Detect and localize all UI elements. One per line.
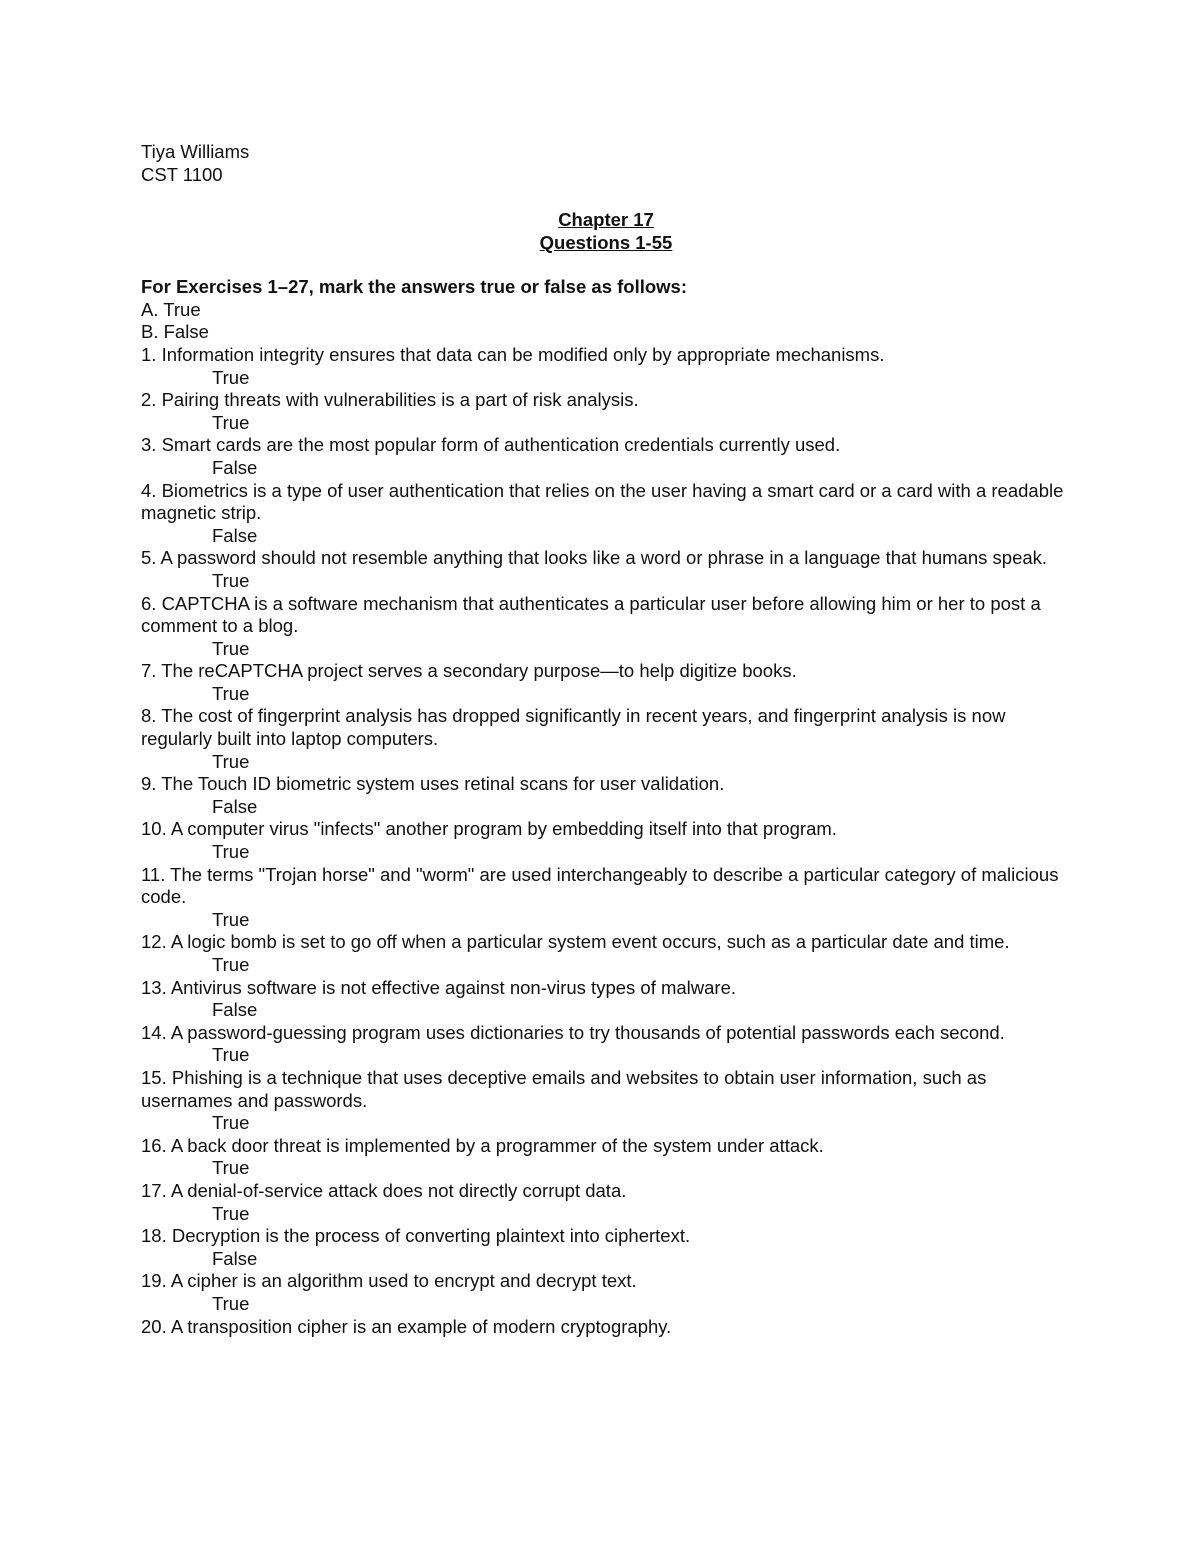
question-text: 14. A password-guessing program uses dictionaries to try thousands of potential passwords each second. bbox=[141, 1021, 1005, 1043]
question-text: 20. A transposition cipher is an example of modern cryptography. bbox=[141, 1315, 672, 1337]
answer-text: True bbox=[212, 637, 250, 659]
question-text: 8. The cost of fingerprint analysis has dropped significantly in recent years, and fingerprint analysis is now regularly built into laptop computers. bbox=[141, 705, 1006, 750]
question-item bbox=[141, 931, 1071, 976]
answer-text: True bbox=[212, 366, 250, 388]
spacer bbox=[141, 254, 1071, 276]
question-text: 2. Pairing threats with vulnerabilities is a part of risk analysis. bbox=[141, 389, 639, 411]
chapter-title: Chapter 17 bbox=[558, 209, 654, 231]
question-item bbox=[141, 705, 1071, 773]
course-code: CST 1100 bbox=[141, 163, 223, 185]
question-item bbox=[141, 660, 1071, 705]
question-text: 15. Phishing is a technique that uses deceptive emails and websites to obtain user information, such as usernames and passwords. bbox=[141, 1066, 987, 1111]
question-item bbox=[141, 593, 1071, 661]
questions-range-title: Questions 1-55 bbox=[539, 232, 673, 254]
answer-text: True bbox=[212, 1292, 250, 1314]
question-text: 1. Information integrity ensures that data can be modified only by appropriate mechanisms. bbox=[141, 343, 885, 365]
question-list bbox=[141, 344, 1071, 1338]
spacer bbox=[141, 186, 1071, 208]
question-item bbox=[141, 1022, 1071, 1067]
question-text: 11. The terms "Trojan horse" and "worm" are used interchangeably to describe a particular category of malicious code. bbox=[141, 863, 1059, 908]
answer-text: True bbox=[212, 1112, 250, 1134]
answer-text: False bbox=[212, 456, 258, 478]
question-item bbox=[141, 1225, 1071, 1270]
question-text: 19. A cipher is an algorithm used to encrypt and decrypt text. bbox=[141, 1270, 637, 1292]
answer-text: False bbox=[212, 795, 258, 817]
question-text: 18. Decryption is the process of converting plaintext into ciphertext. bbox=[141, 1225, 691, 1247]
answer-text: False bbox=[212, 524, 258, 546]
question-text: 16. A back door threat is implemented by a programmer of the system under attack. bbox=[141, 1134, 824, 1156]
answer-text: True bbox=[212, 1202, 250, 1224]
question-item bbox=[141, 344, 1071, 389]
question-item bbox=[141, 547, 1071, 592]
answer-text: True bbox=[212, 411, 250, 433]
answer-text: True bbox=[212, 1157, 250, 1179]
answer-text: True bbox=[212, 954, 250, 975]
option-b: B. False bbox=[141, 321, 209, 343]
answer-text: False bbox=[212, 999, 258, 1021]
answer-text: True bbox=[212, 569, 250, 591]
question-text: 17. A denial-of-service attack does not directly corrupt data. bbox=[141, 1179, 627, 1201]
question-item bbox=[141, 1180, 1071, 1225]
student-name: Tiya Williams bbox=[141, 141, 250, 162]
question-text: 9. The Touch ID biometric system uses retinal scans for user validation. bbox=[141, 773, 725, 795]
question-item bbox=[141, 773, 1071, 818]
question-text: 5. A password should not resemble anything that looks like a word or phrase in a language that humans speak. bbox=[141, 547, 1048, 569]
question-text: 12. A logic bomb is set to go off when a particular system event occurs, such as a particular date and time. bbox=[141, 931, 1010, 953]
question-item bbox=[141, 1270, 1071, 1315]
question-item bbox=[141, 977, 1071, 1022]
question-item bbox=[141, 1135, 1071, 1180]
question-item bbox=[141, 389, 1071, 434]
question-item bbox=[141, 480, 1071, 548]
document-content bbox=[141, 141, 1071, 1338]
question-text: 7. The reCAPTCHA project serves a secondary purpose—to help digitize books. bbox=[141, 660, 797, 682]
question-item bbox=[141, 864, 1071, 932]
option-a: A. True bbox=[141, 298, 201, 320]
instructions-text: For Exercises 1–27, mark the answers true or false as follows: bbox=[141, 276, 688, 298]
answer-text: True bbox=[212, 682, 250, 704]
question-text: 6. CAPTCHA is a software mechanism that authenticates a particular user before allowing him or her to post a comment to a blog. bbox=[141, 592, 1041, 637]
question-item bbox=[141, 1067, 1071, 1135]
question-item bbox=[141, 434, 1071, 479]
question-text: 3. Smart cards are the most popular form of authentication credentials currently used. bbox=[141, 434, 841, 456]
answer-text: True bbox=[212, 841, 250, 863]
question-item bbox=[141, 1316, 1071, 1339]
answer-text: True bbox=[212, 750, 250, 772]
question-text: 4. Biometrics is a type of user authentication that relies on the user having a smart card or a card with a readable magnetic strip. bbox=[141, 479, 1064, 524]
question-text: 10. A computer virus "infects" another program by embedding itself into that program. bbox=[141, 818, 837, 840]
answer-text: True bbox=[212, 908, 250, 930]
answer-text: False bbox=[212, 1247, 258, 1269]
question-item bbox=[141, 818, 1071, 863]
answer-text: True bbox=[212, 1044, 250, 1066]
question-text: 13. Antivirus software is not effective against non-virus types of malware. bbox=[141, 976, 737, 998]
